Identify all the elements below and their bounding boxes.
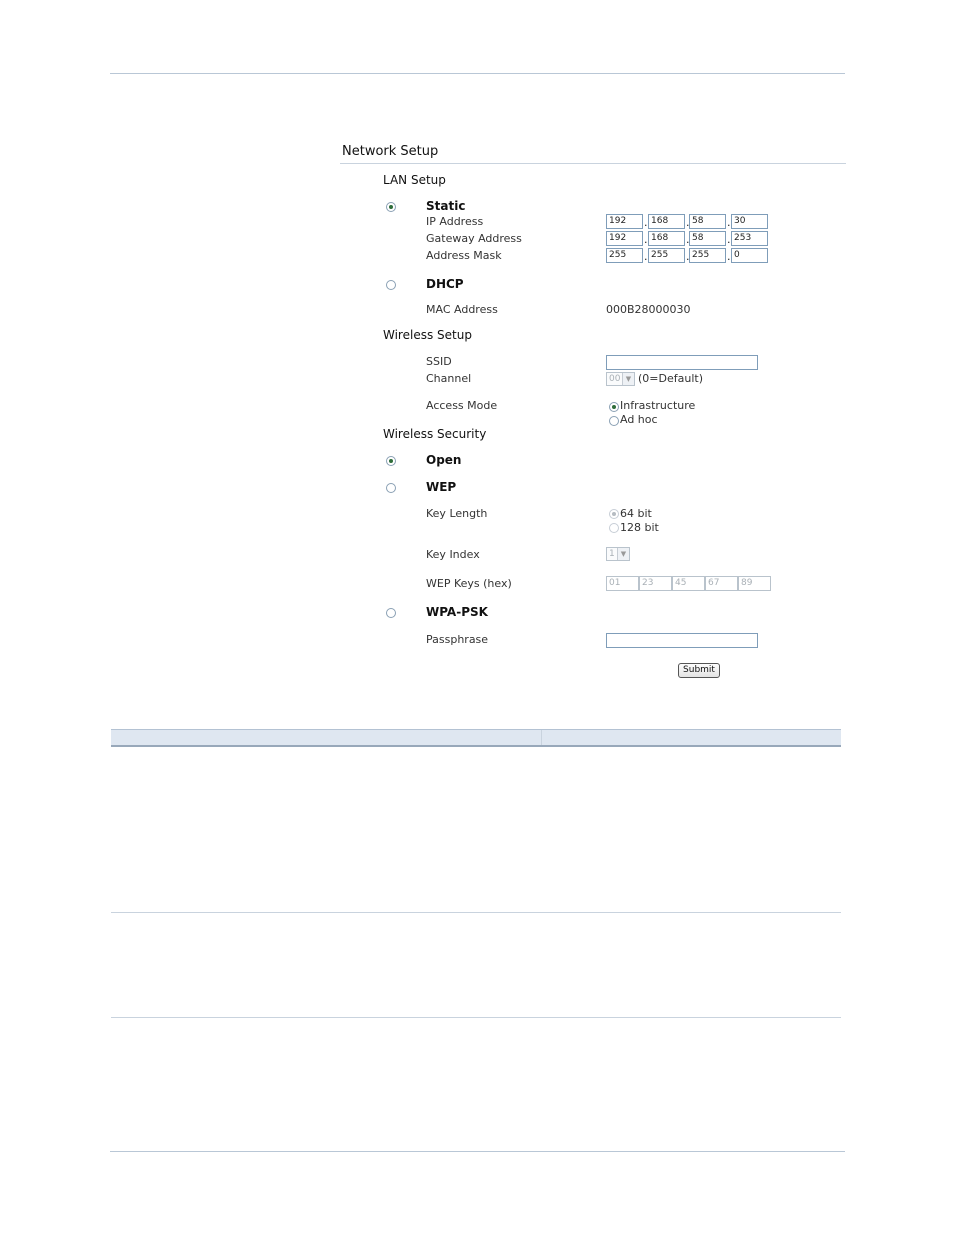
bottom-rule (110, 1151, 845, 1152)
title-rule (340, 163, 846, 164)
channel-label: Channel (426, 372, 472, 385)
ip-octet-2[interactable]: 168 (648, 214, 685, 229)
passphrase-input[interactable] (606, 633, 758, 648)
address-mask-label: Address Mask (426, 249, 502, 262)
wep-radio[interactable] (386, 483, 396, 493)
mask-octet-1[interactable]: 255 (606, 248, 643, 263)
lan-setup-heading: LAN Setup (383, 173, 446, 187)
chevron-down-icon: ▼ (617, 548, 629, 560)
wep-key-1[interactable]: 01 (606, 576, 639, 591)
wep-label: WEP (426, 480, 457, 494)
wep-key-4[interactable]: 67 (705, 576, 738, 591)
dhcp-radio[interactable] (386, 280, 396, 290)
mask-octet-4[interactable]: 0 (731, 248, 768, 263)
mask-separator-1: . (644, 250, 648, 263)
wireless-security-heading: Wireless Security (383, 427, 487, 441)
open-label: Open (426, 453, 462, 467)
mask-octet-2[interactable]: 255 (648, 248, 685, 263)
ip-address-label: IP Address (426, 215, 484, 228)
gateway-octet-2[interactable]: 168 (648, 231, 685, 246)
gateway-octet-4[interactable]: 253 (731, 231, 768, 246)
ip-separator-1: . (644, 216, 648, 229)
gateway-separator-3: . (727, 233, 731, 246)
wep-key-3[interactable]: 45 (672, 576, 705, 591)
table-header-divider (541, 730, 542, 745)
gateway-separator-2: . (686, 233, 690, 246)
key-128-label: 128 bit (620, 521, 659, 534)
key-64-label: 64 bit (620, 507, 652, 520)
wpa-psk-label: WPA-PSK (426, 605, 488, 619)
infrastructure-radio[interactable] (609, 402, 619, 412)
open-radio[interactable] (386, 456, 396, 466)
mask-octet-3[interactable]: 255 (689, 248, 726, 263)
key-64-radio[interactable] (609, 509, 619, 519)
ssid-input[interactable] (606, 355, 758, 370)
submit-button[interactable]: Submit (678, 663, 720, 678)
mask-separator-3: . (727, 250, 731, 263)
ssid-label: SSID (426, 355, 452, 368)
ip-octet-3[interactable]: 58 (689, 214, 726, 229)
wireless-setup-heading: Wireless Setup (383, 328, 472, 342)
chevron-down-icon: ▼ (622, 373, 634, 385)
static-radio[interactable] (386, 202, 396, 212)
dhcp-label: DHCP (426, 277, 464, 291)
gateway-octet-1[interactable]: 192 (606, 231, 643, 246)
channel-select[interactable] (606, 372, 635, 386)
top-rule (110, 73, 845, 74)
mask-separator-2: . (686, 250, 690, 263)
access-mode-label: Access Mode (426, 399, 498, 412)
key-128-radio[interactable] (609, 523, 619, 533)
wep-key-2[interactable]: 23 (639, 576, 672, 591)
gateway-separator-1: . (644, 233, 648, 246)
table-row-divider-2 (111, 1017, 841, 1018)
ip-octet-1[interactable]: 192 (606, 214, 643, 229)
key-length-label: Key Length (426, 507, 488, 520)
gateway-octet-3[interactable]: 58 (689, 231, 726, 246)
ip-separator-2: . (686, 216, 690, 229)
mac-address-label: MAC Address (426, 303, 498, 316)
table-header (111, 729, 841, 747)
key-index-select-value: 1 (609, 549, 615, 559)
key-index-select[interactable] (606, 547, 630, 561)
adhoc-label: Ad hoc (620, 413, 658, 426)
wep-keys-label: WEP Keys (hex) (426, 577, 512, 590)
channel-hint: (0=Default) (638, 372, 703, 385)
key-index-label: Key Index (426, 548, 480, 561)
mac-address-value: 000B28000030 (606, 303, 691, 316)
wpa-psk-radio[interactable] (386, 608, 396, 618)
page-title: Network Setup (342, 144, 439, 159)
adhoc-radio[interactable] (609, 416, 619, 426)
passphrase-label: Passphrase (426, 633, 489, 646)
infrastructure-label: Infrastructure (620, 399, 696, 412)
gateway-address-label: Gateway Address (426, 232, 522, 245)
ip-octet-4[interactable]: 30 (731, 214, 768, 229)
channel-select-value: 00 (609, 374, 621, 384)
table-row-divider-1 (111, 912, 841, 913)
ip-separator-3: . (727, 216, 731, 229)
static-label: Static (426, 199, 466, 213)
wep-key-5[interactable]: 89 (738, 576, 771, 591)
